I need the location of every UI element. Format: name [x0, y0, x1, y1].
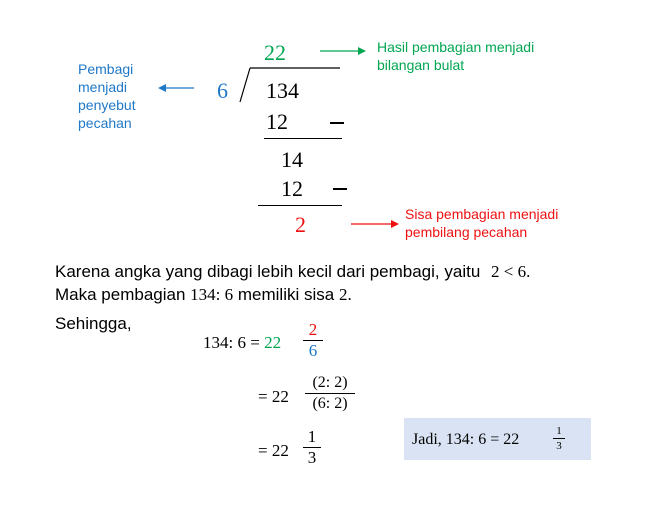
divisor-note-line: Pembagi: [78, 61, 134, 77]
fraction-numerator: 1: [556, 425, 562, 437]
inequality-math: 2 < 6.: [491, 262, 531, 281]
fraction-numerator: (2: 2): [312, 374, 348, 391]
therefore-label: Sehingga,: [55, 314, 132, 333]
second-subtrahend: 12: [281, 176, 303, 201]
answer-label: Jadi, 134: 6 = 22: [412, 431, 520, 448]
equation-row-1-expression: 134: 6 =: [203, 333, 265, 352]
equation-row-3-fraction: [303, 428, 321, 467]
explanation-text: Karena angka yang dibagi lebih kecil dari pembagi, yaitu: [55, 262, 481, 281]
equation-row-1-fraction: [303, 321, 323, 360]
explanation-text: memiliki sisa: [237, 285, 335, 304]
fraction-numerator: 1: [307, 427, 317, 446]
remainder-note-line: Sisa pembagian menjadi: [405, 206, 559, 222]
quotient-note-line: bilangan bulat: [377, 57, 465, 73]
division-math: 134: 6: [190, 285, 234, 304]
quotient-arrow-icon: [318, 45, 368, 57]
fraction-denominator: 3: [556, 440, 562, 452]
remainder-arrow-icon: [349, 218, 401, 230]
fraction-bar: [553, 438, 565, 439]
explanation-line-1: [55, 262, 530, 282]
equation-row-1-lhs: [203, 333, 281, 353]
equation-row-3-lhs: = 22: [258, 441, 289, 460]
explanation-line-2: [55, 285, 352, 305]
divisor-note-line: menjadi: [78, 79, 128, 95]
first-subtrahend: 12: [266, 109, 288, 134]
equation-row-2-lhs: = 22: [258, 387, 289, 406]
fraction-denominator: 3: [307, 448, 317, 467]
divisor-annotation: [78, 60, 136, 132]
divisor-arrow-icon: [158, 82, 196, 94]
explanation-text: Maka pembagian: [55, 285, 186, 304]
answer-fraction: [553, 425, 565, 452]
quotient-note-line: Hasil pembagian menjadi: [377, 39, 535, 55]
minus-sign-2: [333, 188, 347, 190]
quotient-annotation: [377, 38, 534, 74]
dividend: 134: [266, 78, 299, 103]
fraction-bar: [305, 393, 355, 394]
remainder-math: 2.: [338, 285, 352, 304]
final-remainder: 2: [295, 212, 306, 237]
divisor: 6: [217, 78, 228, 103]
equation-row-2-fraction: [305, 374, 355, 413]
minus-sign-1: [330, 122, 344, 124]
fraction-denominator: 6: [308, 341, 318, 360]
remainder-note-line: pembilang pecahan: [405, 224, 528, 240]
division-line-2: [258, 205, 342, 206]
first-remainder: 14: [281, 147, 303, 172]
remainder-annotation: [405, 205, 558, 241]
fraction-numerator: 2: [308, 320, 318, 339]
fraction-denominator: (6: 2): [312, 395, 348, 412]
equation-row-1-whole: 22: [264, 333, 282, 352]
divisor-note-line: pecahan: [78, 115, 132, 131]
division-line-1: [264, 138, 342, 139]
divisor-note-line: penyebut: [78, 97, 136, 113]
quotient: 22: [264, 40, 286, 65]
